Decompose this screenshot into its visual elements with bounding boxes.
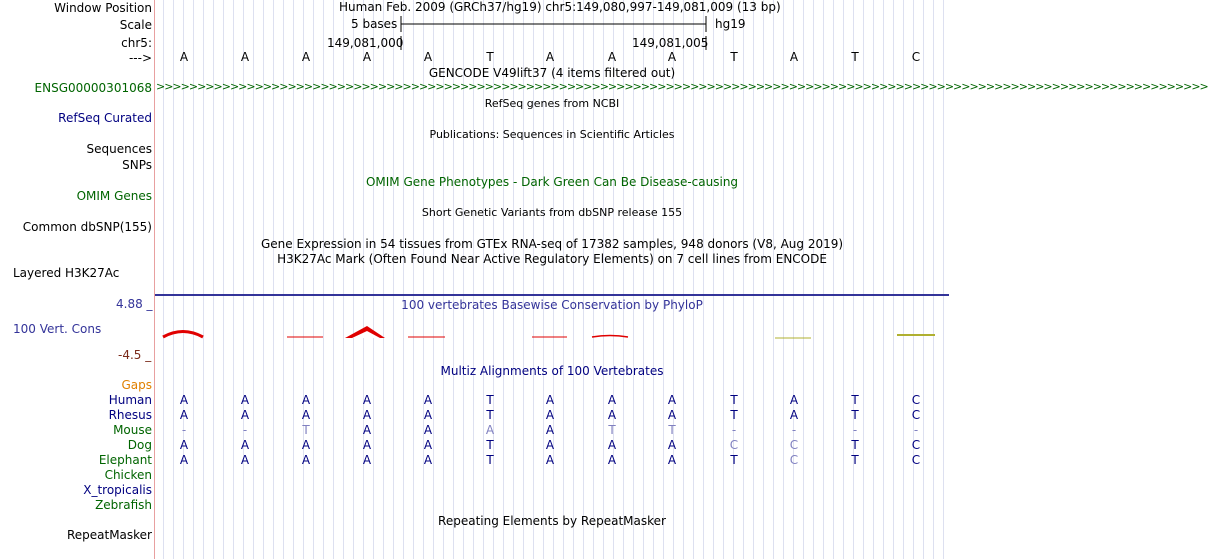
reference-base: A — [667, 50, 677, 64]
reference-base: T — [730, 50, 738, 64]
alignment-base: A — [667, 438, 677, 452]
alignment-base: A — [423, 438, 433, 452]
scale-label: Scale — [119, 18, 152, 32]
gtex-title: Gene Expression in 54 tissues from GTEx RNA-seq of 17382 samples, 948 donors (V8, Aug 2019) — [260, 237, 844, 251]
gaps-label[interactable]: Gaps — [121, 378, 152, 392]
alignment-base: T — [486, 393, 494, 407]
h3k27ac-label[interactable]: Layered H3K27Ac — [13, 266, 120, 280]
strand-label: ---> — [128, 51, 152, 65]
species-label-chicken[interactable]: Chicken — [104, 468, 152, 482]
species-label-x_tropicalis[interactable]: X_tropicalis — [83, 483, 152, 497]
alignment-base: - — [731, 423, 737, 437]
alignment-base: C — [729, 438, 739, 452]
alignment-base: A — [301, 453, 311, 467]
alignment-base: A — [789, 408, 799, 422]
alignment-base: T — [730, 453, 738, 467]
reference-base: A — [301, 50, 311, 64]
alignment-base: T — [486, 453, 494, 467]
repeatmasker-label[interactable]: RepeatMasker — [66, 528, 152, 542]
dbsnp-label[interactable]: Common dbSNP(155) — [22, 220, 152, 234]
alignment-base: C — [789, 438, 799, 452]
alignment-base: T — [851, 393, 859, 407]
alignment-base: A — [240, 438, 250, 452]
species-label-elephant[interactable]: Elephant — [98, 453, 152, 467]
multiz-title: Multiz Alignments of 100 Vertebrates — [440, 364, 664, 378]
repeatmasker-title: Repeating Elements by RepeatMasker — [438, 514, 666, 528]
alignment-base: A — [485, 423, 495, 437]
alignment-base: A — [607, 393, 617, 407]
species-label-mouse[interactable]: Mouse — [113, 423, 152, 437]
refseq-title: RefSeq genes from NCBI — [484, 97, 620, 110]
alignment-base: A — [607, 453, 617, 467]
sequences-label[interactable]: Sequences — [86, 142, 152, 156]
alignment-base: C — [911, 408, 921, 422]
alignment-base: A — [789, 393, 799, 407]
alignment-base: A — [667, 393, 677, 407]
assembly-label: hg19 — [715, 17, 746, 31]
alignment-base: A — [301, 393, 311, 407]
alignment-base: A — [423, 453, 433, 467]
chrom-label: chr5: — [121, 36, 152, 50]
alignment-base: A — [240, 393, 250, 407]
window-position-label: Window Position — [54, 1, 152, 15]
gencode-label[interactable]: ENSG00000301068 — [34, 81, 152, 95]
species-label-zebrafish[interactable]: Zebrafish — [95, 498, 152, 512]
alignment-base: A — [545, 438, 555, 452]
alignment-base: A — [607, 438, 617, 452]
alignment-base: A — [301, 408, 311, 422]
reference-base: A — [240, 50, 250, 64]
omim-title: OMIM Gene Phenotypes - Dark Green Can Be Disease-causing — [365, 175, 739, 189]
reference-base: A — [607, 50, 617, 64]
reference-base: C — [911, 50, 921, 64]
species-label-dog[interactable]: Dog — [127, 438, 152, 452]
refseq-label[interactable]: RefSeq Curated — [58, 111, 152, 125]
phylop-label[interactable]: 100 Vert. Cons — [13, 322, 102, 336]
alignment-base: A — [362, 423, 372, 437]
alignment-base: A — [423, 408, 433, 422]
species-label-rhesus[interactable]: Rhesus — [108, 408, 152, 422]
position-left: 149,081,000 — [327, 36, 404, 50]
reference-base: A — [423, 50, 433, 64]
alignment-base: C — [911, 393, 921, 407]
scale-text: 5 bases — [351, 17, 398, 31]
phylop-min-value: -4.5 _ — [118, 348, 152, 362]
reference-base: T — [486, 50, 494, 64]
alignment-base: A — [607, 408, 617, 422]
alignment-base: - — [852, 423, 858, 437]
alignment-base: C — [911, 453, 921, 467]
alignment-base: A — [423, 393, 433, 407]
alignment-base: T — [851, 453, 859, 467]
alignment-base: T — [730, 393, 738, 407]
alignment-base: - — [181, 423, 187, 437]
alignment-base: A — [545, 423, 555, 437]
alignment-base: A — [667, 408, 677, 422]
reference-base: A — [789, 50, 799, 64]
phylop-signal — [155, 320, 949, 340]
alignment-base: T — [851, 438, 859, 452]
alignment-base: A — [667, 453, 677, 467]
alignment-base: - — [791, 423, 797, 437]
alignment-base: T — [668, 423, 676, 437]
alignment-base: A — [179, 408, 189, 422]
alignment-base: A — [423, 423, 433, 437]
alignment-base: A — [240, 453, 250, 467]
alignment-base: A — [545, 408, 555, 422]
browser-title: Human Feb. 2009 (GRCh37/hg19) chr5:149,080,997-149,081,009 (13 bp) — [339, 0, 781, 14]
reference-base: A — [179, 50, 189, 64]
alignment-base: A — [362, 453, 372, 467]
alignment-base: - — [913, 423, 919, 437]
alignment-base: A — [362, 393, 372, 407]
reference-base: A — [362, 50, 372, 64]
alignment-base: A — [240, 408, 250, 422]
alignment-base: A — [179, 453, 189, 467]
publications-title: Publications: Sequences in Scientific Articles — [429, 128, 675, 141]
phylop-top-line — [155, 294, 949, 296]
alignment-base: C — [789, 453, 799, 467]
alignment-base: T — [486, 438, 494, 452]
alignment-base: C — [911, 438, 921, 452]
h3k27ac-title: H3K27Ac Mark (Often Found Near Active Regulatory Elements) on 7 cell lines from ENCODE — [277, 252, 827, 266]
alignment-base: A — [362, 408, 372, 422]
position-right: 149,081,005 — [632, 36, 709, 50]
alignment-base: T — [608, 423, 616, 437]
gencode-title: GENCODE V49lift37 (4 items filtered out) — [428, 66, 676, 80]
alignment-base: T — [730, 408, 738, 422]
phylop-max-value: 4.88 _ — [116, 297, 153, 311]
reference-base: T — [851, 50, 859, 64]
alignment-base: T — [851, 408, 859, 422]
dbsnp-title: Short Genetic Variants from dbSNP release 155 — [421, 206, 683, 219]
alignment-base: T — [486, 408, 494, 422]
alignment-base: A — [179, 438, 189, 452]
alignment-base: T — [302, 423, 310, 437]
reference-base: A — [545, 50, 555, 64]
label-separator — [154, 0, 155, 559]
alignment-base: - — [242, 423, 248, 437]
snps-label[interactable]: SNPs — [122, 158, 152, 172]
gencode-gene-feature[interactable]: >>>>>>>>>>>>>>>>>>>>>>>>>>>>>>>>>>>>>>>>>>>>>>>>>>>>>>>>>>>>>>>>>>>>>>>>>>>>>>>>>>>>>>>>>>>>>>>>>>>>>>>>>>>>>>>>>>>>>>>>>>>>>>>> — [156, 80, 1208, 93]
species-label-human[interactable]: Human — [108, 393, 152, 407]
alignment-base: A — [545, 393, 555, 407]
alignment-base: A — [301, 438, 311, 452]
alignment-base: A — [179, 393, 189, 407]
alignment-base: A — [362, 438, 372, 452]
phylop-title: 100 vertebrates Basewise Conservation by PhyloP — [401, 298, 703, 312]
alignment-base: A — [545, 453, 555, 467]
omim-label[interactable]: OMIM Genes — [76, 189, 152, 203]
